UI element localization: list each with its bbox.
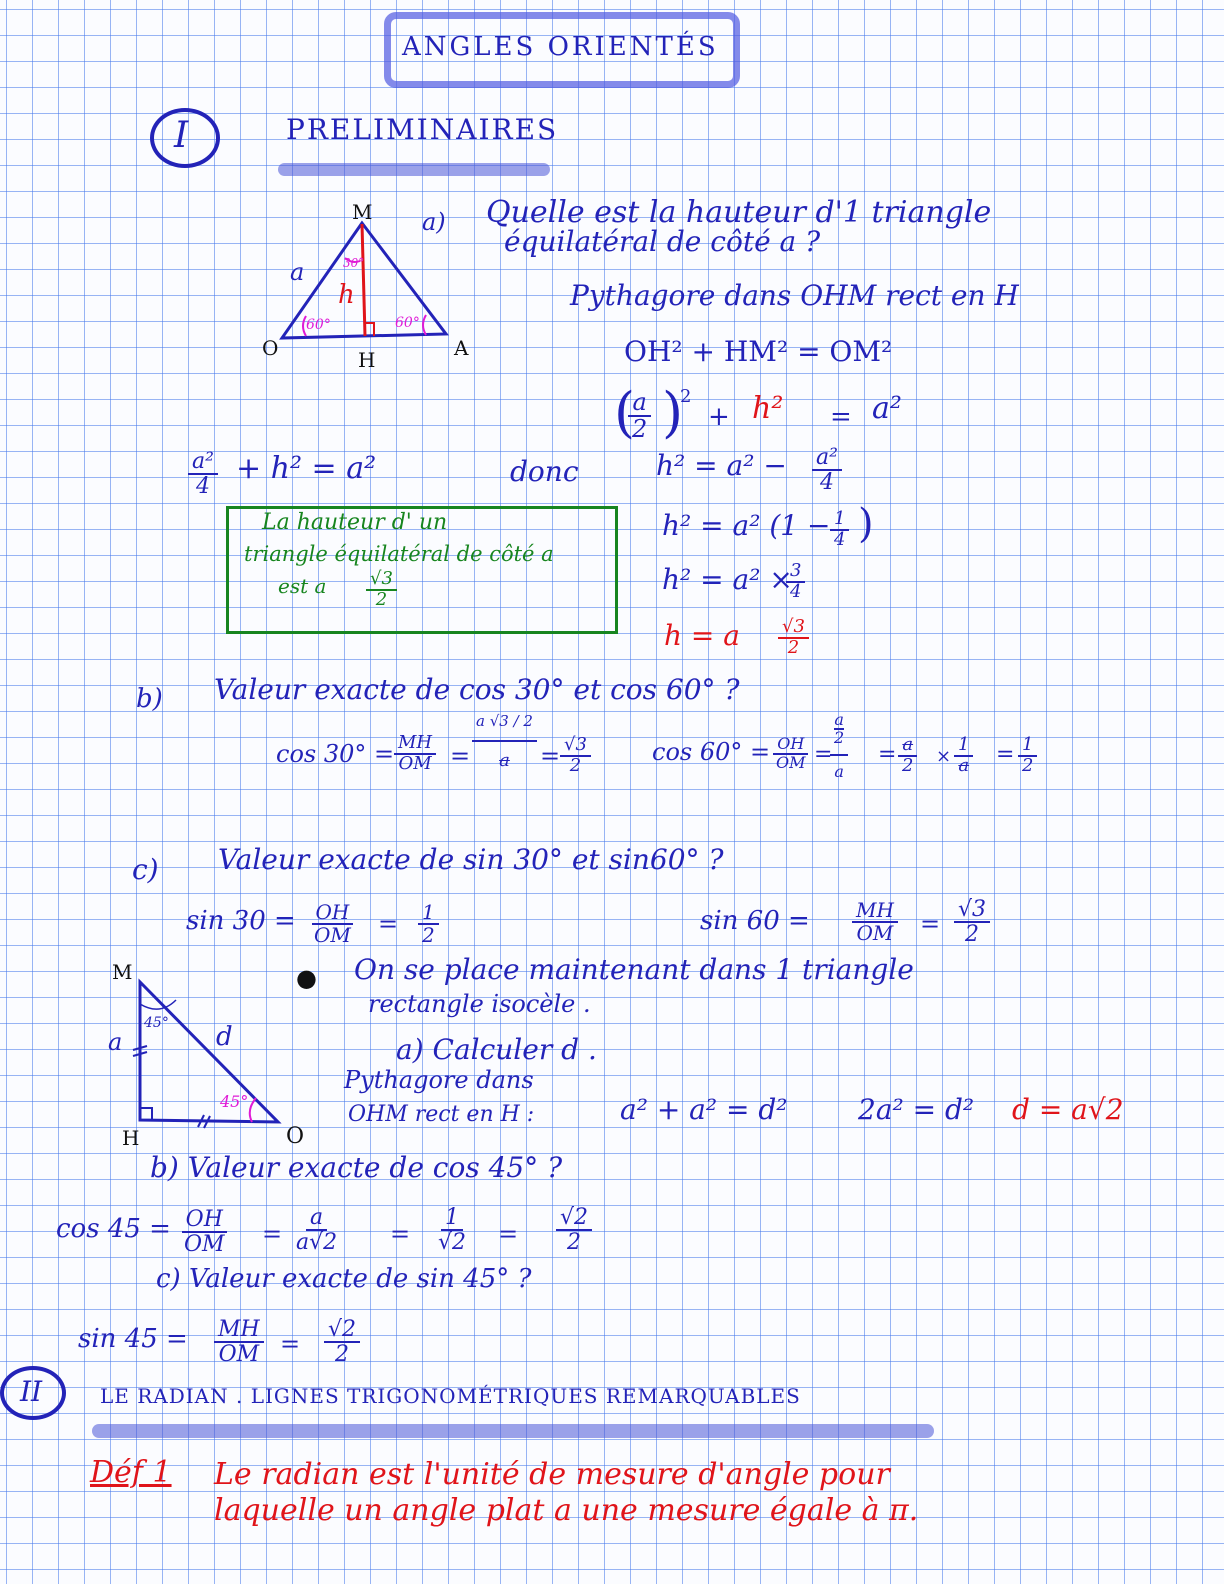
cos30-eq-2: =	[540, 742, 561, 770]
sin60-num: MH	[852, 900, 898, 923]
sin45-result	[324, 1318, 360, 1366]
iso-vertex-h: H	[122, 1126, 140, 1150]
step-1-den: 4	[819, 470, 834, 496]
sin45-label: sin 45 =	[78, 1324, 188, 1354]
cos45-a-num: a	[306, 1206, 327, 1231]
iso-vertex-m: M	[112, 960, 133, 984]
iso-part-a: a) Calculer d .	[396, 1033, 597, 1066]
pythagore-equation: OH² + HM² = OM²	[624, 335, 893, 368]
cos60-one-den: a	[958, 754, 970, 776]
section-2-highlight	[92, 1424, 934, 1438]
cos45-result-den: 2	[567, 1230, 581, 1256]
cos45-eq-2: =	[390, 1220, 411, 1248]
step-2-num: 1	[830, 510, 849, 531]
definition-line-1: Le radian est l'unité de mesure d'angle pour	[214, 1457, 890, 1492]
paren-right: )	[662, 381, 684, 444]
sin30-label: sin 30 =	[186, 906, 296, 936]
definition-label: Déf 1	[90, 1455, 172, 1490]
fraction-a-over-2-num: a	[628, 390, 650, 417]
sin45-mh-om	[214, 1318, 264, 1366]
left-fraction-den: 4	[195, 474, 210, 500]
triangle-vertex-o: O	[262, 336, 279, 360]
part-b-label: b)	[136, 684, 163, 714]
sin60-den: OM	[856, 921, 894, 945]
iso-eq-2: 2a² = d²	[858, 1093, 975, 1126]
iso-intro-2: rectangle isocèle .	[368, 990, 591, 1018]
fraction-a-over-2-den: 2	[632, 415, 648, 444]
triangle-angle-left: 60°	[306, 317, 331, 333]
sin45-result-den: 2	[335, 1342, 349, 1368]
step-3-num: 3	[786, 562, 805, 583]
triangle-side-a: a	[290, 258, 305, 286]
part-c-label: c)	[132, 853, 159, 886]
cos45-a-den: a√2	[296, 1230, 338, 1256]
iso-pythagore-2: OHM rect en H :	[348, 1102, 535, 1127]
step-1-lhs: h² = a² −	[656, 449, 787, 482]
iso-angle-right: 45°	[220, 1092, 249, 1111]
cos30-result-num: √3	[560, 736, 591, 757]
cos45-den: OM	[184, 1232, 225, 1258]
cos60-one-num: 1	[954, 736, 973, 757]
cos60-den: OM	[776, 752, 806, 772]
step-2-close: )	[858, 501, 874, 547]
sin60-result-den: 2	[965, 922, 979, 948]
h-squared: h²	[752, 391, 784, 426]
bullet: ●	[296, 964, 317, 992]
cos45-eq-1: =	[262, 1220, 283, 1248]
cos60-eq-1: =	[814, 742, 833, 767]
a-squared: a²	[872, 391, 902, 426]
sin60-result-num: √3	[954, 898, 990, 923]
result-box-line-2: triangle équilatéral de côté a	[244, 542, 554, 566]
cos60-times: ×	[936, 746, 952, 767]
cos60-eq-3: =	[996, 742, 1015, 767]
iso-intro-1: On se place maintenant dans 1 triangle	[354, 953, 914, 986]
step-2-den: 4	[834, 528, 846, 550]
iso-angle-top: 45°	[144, 1015, 169, 1031]
result-box-num: √3	[366, 570, 397, 591]
sin45-den: OM	[218, 1342, 260, 1368]
equals-sign: =	[830, 402, 852, 432]
iso-part-b: b) Valeur exacte de cos 45° ?	[150, 1151, 563, 1184]
plus-sign: +	[708, 402, 730, 432]
triangle-angle-top: 30°	[343, 256, 365, 270]
part-a-question-2: équilatéral de côté a ?	[504, 225, 821, 258]
sin30-result-den: 2	[422, 923, 435, 947]
cos45-result	[556, 1206, 592, 1254]
section-1-heading: PRELIMINAIRES	[286, 113, 559, 146]
paren-left: (	[614, 381, 636, 444]
sin30-result-num: 1	[418, 902, 439, 925]
sin45-eq: =	[280, 1330, 301, 1358]
iso-eq-1: a² + a² = d²	[620, 1093, 788, 1126]
cos30-num: MH	[394, 734, 436, 755]
cos45-oh-om	[180, 1208, 229, 1256]
cos45-label: cos 45 =	[56, 1214, 171, 1244]
page-title: ANGLES ORIENTÉS	[402, 32, 719, 62]
section-2-numeral: II	[20, 1375, 43, 1408]
pythagore-line: Pythagore dans OHM rect en H	[570, 279, 1019, 312]
part-b-question: Valeur exacte de cos 30° et cos 60° ?	[214, 673, 740, 706]
triangle-vertex-a: A	[454, 336, 469, 360]
sin30-eq: =	[378, 910, 399, 938]
step-3-den: 4	[790, 580, 802, 602]
step-4-den: 2	[787, 636, 800, 658]
cos45-one-over-r2	[434, 1206, 470, 1254]
result-box-line-3: est a	[278, 574, 327, 598]
cos30-label: cos 30° =	[276, 740, 395, 768]
sin30-den: OM	[314, 923, 351, 947]
cos45-one-den: √2	[438, 1230, 467, 1256]
cos60-eq-2: =	[878, 742, 897, 767]
triangle-vertex-h: H	[358, 348, 376, 372]
cos60-label: cos 60° =	[652, 738, 771, 766]
cos60-result-den: 2	[1022, 754, 1034, 776]
sin45-num: MH	[214, 1318, 264, 1343]
cos45-one-num: 1	[441, 1206, 463, 1231]
iso-side-d: d	[216, 1022, 233, 1052]
cos30-den: OM	[398, 752, 432, 774]
cos45-result-num: √2	[556, 1206, 592, 1231]
triangle-height-h: h	[338, 280, 355, 310]
cos60-inner-num: a	[834, 710, 844, 729]
section-1-numeral: I	[174, 115, 189, 156]
cos60-a-num: a	[898, 736, 917, 757]
cos30-eq-1: =	[450, 742, 471, 770]
left-fraction-num: a²	[188, 450, 218, 475]
step-1-num: a²	[812, 446, 842, 471]
cos45-eq-3: =	[498, 1220, 519, 1248]
cos60-inner-den: 2	[834, 728, 845, 747]
iso-vertex-o: O	[286, 1124, 305, 1149]
sin30-num: OH	[312, 902, 354, 925]
part-c-question: Valeur exacte de sin 30° et sin60° ?	[218, 843, 724, 876]
cos45-a-over-ar2	[292, 1206, 341, 1254]
sin60-label: sin 60 =	[700, 906, 810, 936]
iso-pythagore-1: Pythagore dans	[344, 1066, 534, 1094]
cos60-compound-den: a	[834, 762, 844, 781]
step-3-lhs: h² = a² ×	[662, 563, 793, 596]
part-a-question-1: Quelle est la hauteur d'1 triangle	[486, 195, 992, 230]
triangle-vertex-m: M	[352, 200, 373, 224]
cos60-num: OH	[773, 736, 808, 755]
iso-eq-3: d = a√2	[1012, 1093, 1124, 1126]
cos60-a-den: 2	[902, 754, 914, 776]
definition-line-2: laquelle un angle plat a une mesure égale à π.	[214, 1493, 919, 1528]
cos30-compound-den: a	[499, 749, 510, 771]
left-equation-rest: + h² = a²	[236, 451, 377, 486]
cos30-compound-num: a √3 / 2	[472, 714, 537, 742]
triangle-angle-right: 60°	[395, 315, 420, 331]
step-2-lhs: h² = a² (1 −	[662, 509, 831, 542]
sin45-result-num: √2	[324, 1318, 360, 1343]
part-a-label: a)	[422, 208, 446, 236]
paren-exponent: 2	[680, 386, 692, 407]
step-4-lhs: h = a	[664, 619, 740, 652]
iso-side-a: a	[108, 1028, 123, 1056]
cos60-result-num: 1	[1018, 736, 1037, 757]
cos45-num: OH	[182, 1208, 227, 1233]
section-2-heading: LE RADIAN . LIGNES TRIGONOMÉTRIQUES REMARQUABLES	[100, 1384, 801, 1408]
iso-part-c: c) Valeur exacte de sin 45° ?	[156, 1264, 532, 1294]
result-box-line-1: La hauteur d' un	[262, 510, 448, 535]
result-box-den: 2	[375, 588, 388, 610]
donc-label: donc	[510, 455, 579, 488]
sin60-eq: =	[920, 910, 941, 938]
cos30-result-den: 2	[569, 754, 582, 776]
step-4-num: √3	[778, 618, 809, 639]
